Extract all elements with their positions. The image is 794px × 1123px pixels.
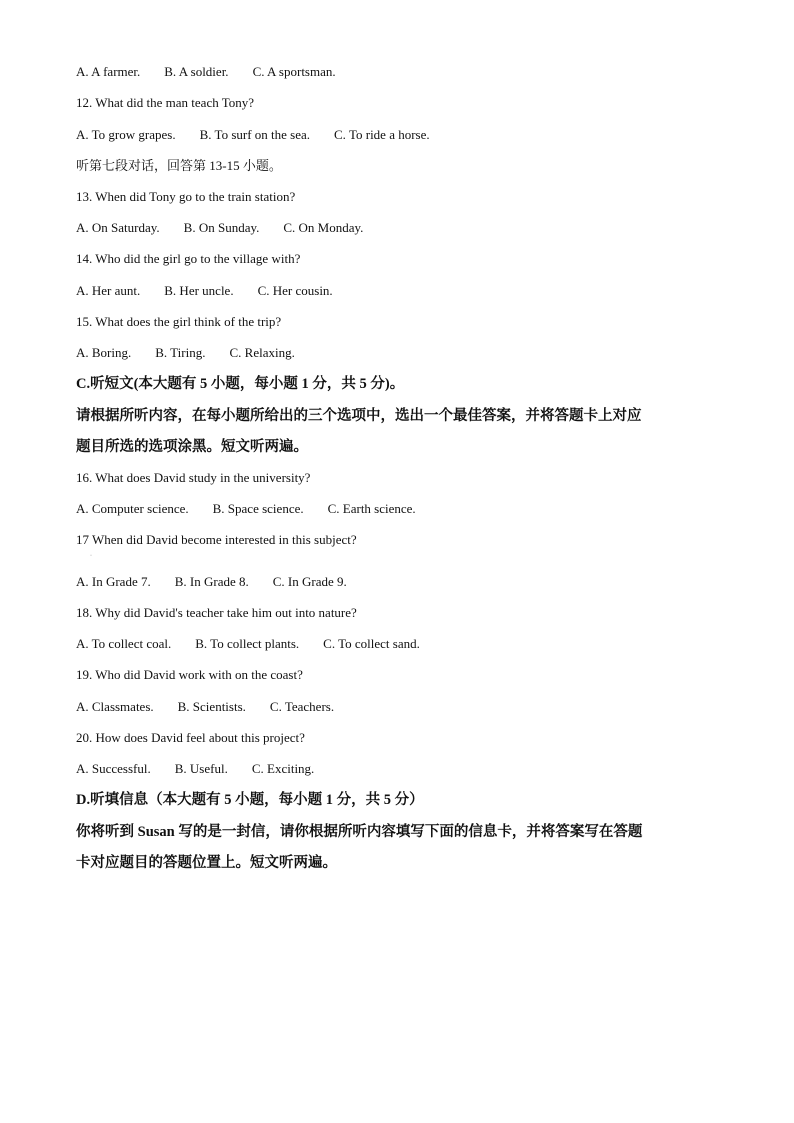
option-b: B. To collect plants. bbox=[195, 636, 300, 651]
option-row bbox=[76, 636, 420, 652]
option-a: A. Boring. bbox=[76, 345, 132, 360]
section-instruction: 请根据所听内容，在每小题所给出的三个选项中，选出一个最佳答案，并将答题卡上对应 bbox=[76, 408, 642, 424]
question-text: 13. When did Tony go to the train station? bbox=[76, 189, 296, 204]
option-b: B. A soldier. bbox=[164, 64, 229, 79]
option-row bbox=[76, 699, 334, 715]
option-c: C. Relaxing. bbox=[229, 345, 295, 360]
option-b: B. Tiring. bbox=[155, 345, 206, 360]
option-b: B. Useful. bbox=[174, 761, 228, 776]
option-c: C. Teachers. bbox=[269, 699, 335, 714]
option-c: C. On Monday. bbox=[283, 220, 364, 235]
option-row bbox=[76, 501, 416, 517]
option-b: B. On Sunday. bbox=[183, 220, 260, 235]
question-text: 听第七段对话，回答第 13-15 小题。 bbox=[76, 158, 282, 173]
option-a: A. Her aunt. bbox=[76, 283, 141, 298]
option-row bbox=[76, 283, 333, 299]
stray-dot: · bbox=[90, 553, 92, 559]
option-row bbox=[76, 574, 347, 590]
option-a: A. Classmates. bbox=[76, 699, 154, 714]
question-text: 18. Why did David's teacher take him out into nature? bbox=[76, 605, 357, 620]
question-text: 15. What does the girl think of the trip? bbox=[76, 314, 282, 329]
option-c: C. A sportsman. bbox=[252, 64, 336, 79]
option-b: B. Scientists. bbox=[177, 699, 246, 714]
option-a: A. On Saturday. bbox=[76, 220, 160, 235]
question-text: 19. Who did David work with on the coast? bbox=[76, 667, 303, 682]
option-c: C. Her cousin. bbox=[257, 283, 333, 298]
section-instruction: 题目所选的选项涂黑。短文听两遍。 bbox=[76, 439, 308, 455]
option-a: A. Successful. bbox=[76, 761, 151, 776]
option-a: A. Computer science. bbox=[76, 501, 189, 516]
option-row bbox=[76, 220, 363, 236]
question-text: 16. What does David study in the university? bbox=[76, 470, 311, 485]
question-text: 20. How does David feel about this project? bbox=[76, 730, 305, 745]
option-c: C. To collect sand. bbox=[323, 636, 420, 651]
option-c: C. Exciting. bbox=[251, 761, 315, 776]
option-row bbox=[76, 345, 295, 361]
option-a: A. To grow grapes. bbox=[76, 127, 176, 142]
option-a: A. In Grade 7. bbox=[76, 574, 151, 589]
option-a: A. To collect coal. bbox=[76, 636, 172, 651]
section-instruction: 卡对应题目的答题位置上。短文听两遍。 bbox=[76, 855, 337, 871]
option-b: B. Space science. bbox=[212, 501, 304, 516]
question-text: 12. What did the man teach Tony? bbox=[76, 95, 255, 110]
option-c: C. Earth science. bbox=[327, 501, 416, 516]
option-row bbox=[76, 761, 314, 777]
question-text: 17 When did David become interested in this subject? bbox=[76, 532, 357, 547]
option-c: C. In Grade 9. bbox=[272, 574, 347, 589]
section-instruction: 你将听到 Susan 写的是一封信，请你根据所听内容填写下面的信息卡，并将答案写在答题 bbox=[76, 824, 643, 840]
option-b: B. In Grade 8. bbox=[174, 574, 249, 589]
option-row bbox=[76, 64, 336, 80]
option-a: A. A farmer. bbox=[76, 64, 141, 79]
option-b: B. Her uncle. bbox=[164, 283, 234, 298]
section-instruction: C.听短文(本大题有 5 小题，每小题 1 分，共 5 分)。 bbox=[76, 376, 405, 392]
section-instruction: D.听填信息（本大题有 5 小题，每小题 1 分，共 5 分） bbox=[76, 792, 424, 808]
option-c: C. To ride a horse. bbox=[334, 127, 430, 142]
option-row bbox=[76, 127, 430, 143]
question-text: 14. Who did the girl go to the village with? bbox=[76, 251, 301, 266]
option-b: B. To surf on the sea. bbox=[199, 127, 311, 142]
